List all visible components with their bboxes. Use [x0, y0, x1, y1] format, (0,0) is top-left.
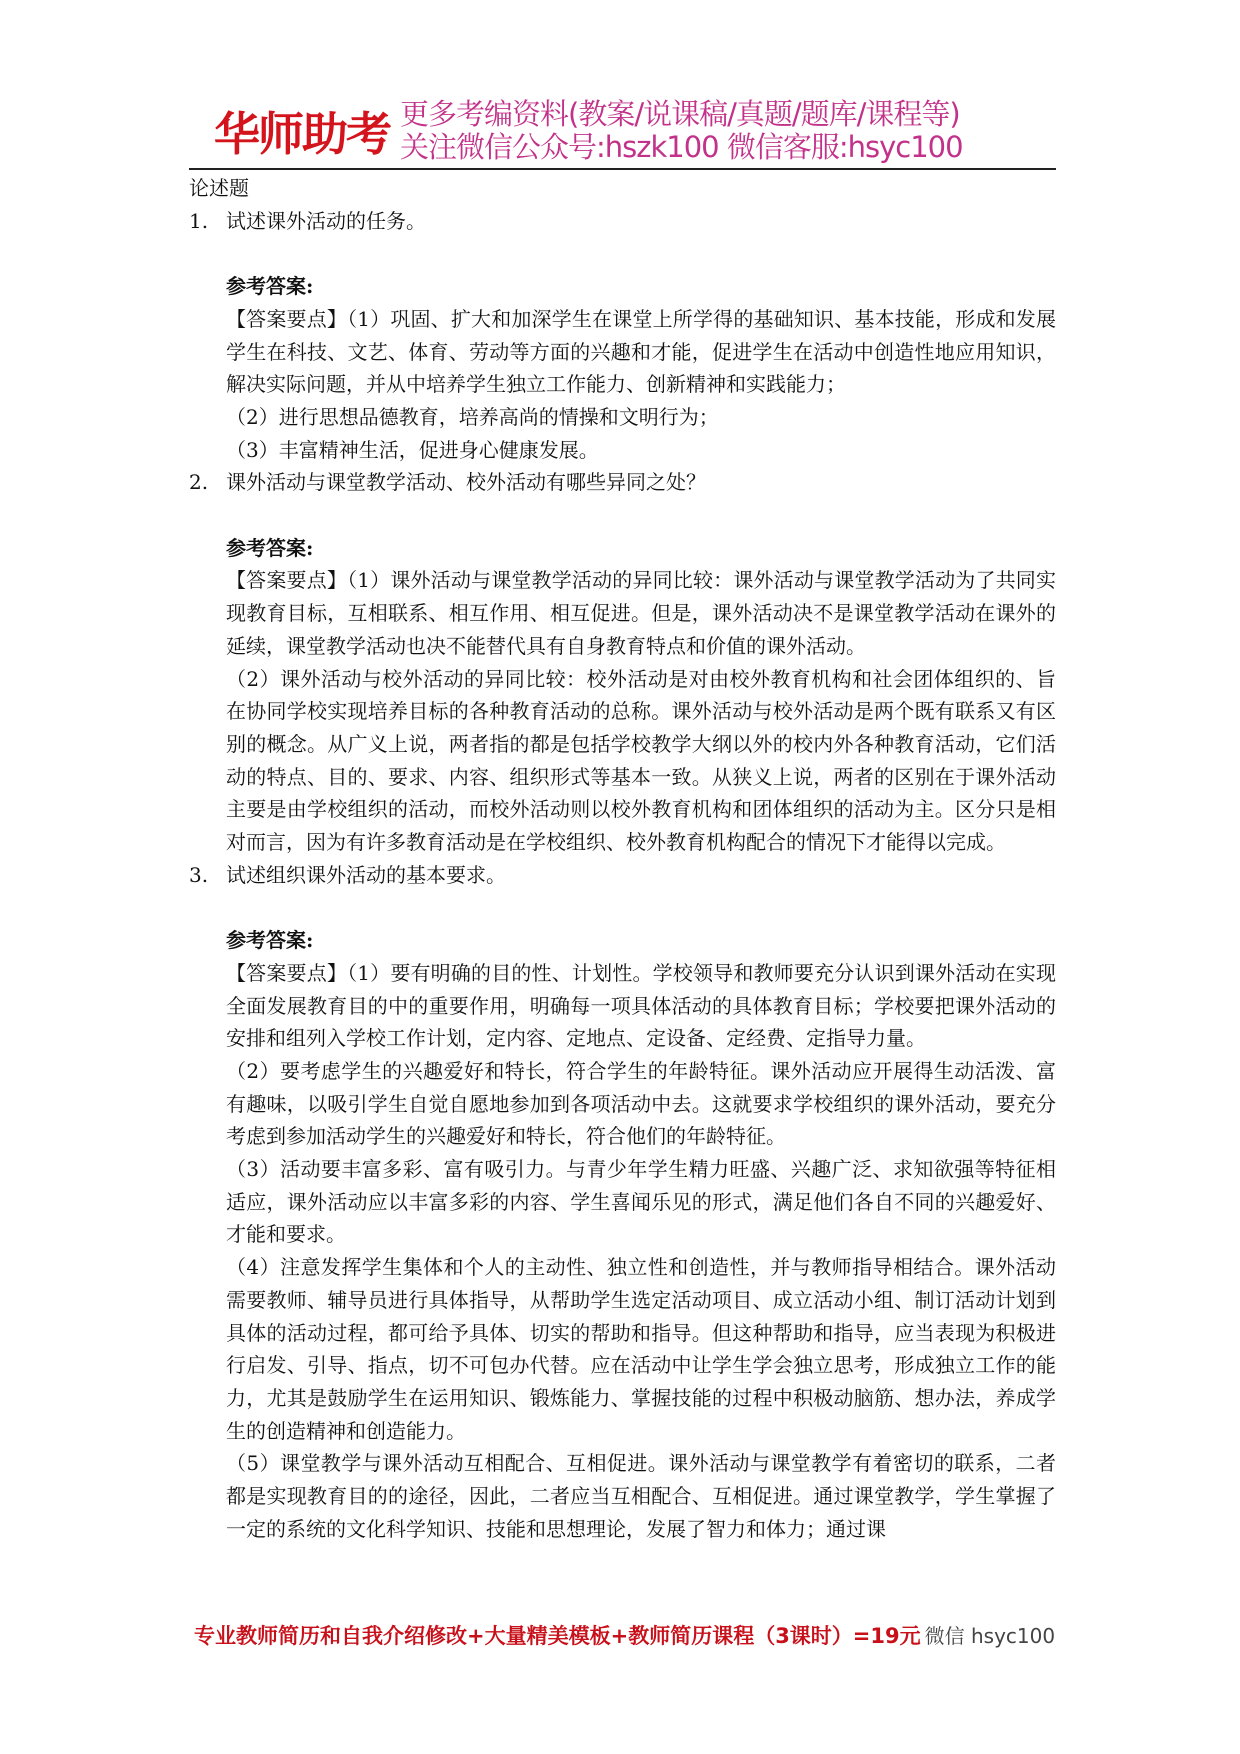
answer	[226, 532, 1056, 859]
slogan-line-1: 更多考编资料(教案/说课稿/真题/题库/课程等)	[400, 97, 960, 131]
footer-promo: 专业教师简历和自我介绍修改+大量精美模板+教师简历课程（3课时）=19元	[194, 1624, 921, 1648]
question-block	[189, 859, 1056, 1546]
document-body	[189, 172, 1056, 1545]
header-divider	[189, 168, 1056, 170]
answer-paragraph: （2）进行思想品德教育，培养高尚的情操和文明行为；	[226, 404, 719, 429]
answer-paragraph: （4）注意发挥学生集体和个人的主动性、独立性和创造性，并与教师指导相结合。课外活动需要教师、辅导员进行具体指导，从帮助学生选定活动项目、成立活动小组、制订活动计划到具体的活动过程，都可给予具体、切实的帮助和指导。但这种帮助和指导，应当表现为积极进行启发、引导、指点，切不可包办代替。应在活动中让学生学会独立思考，形成独立工作的能力，尤其是鼓励学生在运用知识、锻炼能力、掌握技能的过程中积极动脑筋、想办法，养成学生的创造精神和创造能力。	[226, 1255, 1056, 1443]
answer-paragraph: （2）课外活动与校外活动的异同比较：校外活动是对由校外教育机构和社会团体组织的、旨在协同学校实现培养目标的各种教育活动的总称。课外活动与校外活动是两个既有联系又有区别的概念。从广义上说，两者指的都是包括学校教学大纲以外的校内外各种教育活动，它们活动的特点、目的、要求、内容、组织形式等基本一致。从狭义上说，两者的区别在于课外活动主要是由学校组织的活动，而校外活动则以校外教育机构和团体组织的活动为主。区分只是相对而言，因为有许多教育活动是在学校组织、校外教育机构配合的情况下才能得以完成。	[226, 666, 1056, 855]
footer-contact: 微信 hsyc100	[924, 1624, 1056, 1648]
footer-ad	[194, 1620, 1055, 1650]
slogan-line-2: 关注微信公众号:hszk100 微信客服:hsyc100	[400, 130, 963, 164]
question-text: 课外活动与课堂教学活动、校外活动有哪些异同之处？	[226, 470, 706, 495]
answer-paragraph: 【答案要点】（1）要有明确的目的性、计划性。学校领导和教师要充分认识到课外活动在实现全面发展教育目的中的重要作用，明确每一项具体活动的具体教育目标；学校要把课外活动的安排和组列入学校工作计划，定内容、定地点、定设备、定经费、定指导力量。	[226, 960, 1056, 1051]
answer-paragraph: （3）丰富精神生活，促进身心健康发展。	[226, 437, 599, 462]
answer-label: 参考答案:	[226, 928, 314, 953]
question-text: 试述组织课外活动的基本要求。	[226, 862, 506, 887]
answer-paragraph: 【答案要点】（1）课外活动与课堂教学活动的异同比较：课外活动与课堂教学活动为了共同实现教育目标，互相联系、相互作用、相互促进。但是，课外活动决不是课堂教学活动在课外的延续，课堂教学活动也决不能替代具有自身教育特点和价值的课外活动。	[226, 568, 1056, 658]
question-number: 2.	[189, 470, 209, 495]
answer	[226, 924, 1056, 1545]
answer-paragraph: （5）课堂教学与课外活动互相配合、互相促进。课外活动与课堂教学有着密切的联系，二者都是实现教育目的的途径，因此，二者应当互相配合、互相促进。通过课堂教学，学生掌握了一定的系统的文化科学知识、技能和思想理论，发展了智力和体力；通过课	[226, 1451, 1056, 1541]
header-slogan	[400, 98, 963, 164]
question-text: 试述课外活动的任务。	[226, 208, 426, 233]
header-banner	[214, 96, 1044, 166]
question	[189, 205, 1056, 238]
answer-paragraph: 【答案要点】（1）巩固、扩大和加深学生在课堂上所学得的基础知识、基本技能，形成和发展学生在科技、文艺、体育、劳动等方面的兴趣和才能，促进学生在活动中创造性地应用知识，解决实际问题，并从中培养学生独立工作能力、创新精神和实践能力；	[226, 306, 1056, 397]
question-block	[189, 466, 1056, 858]
answer-label: 参考答案:	[226, 274, 314, 299]
question-number: 3.	[189, 862, 209, 887]
question	[189, 466, 1056, 499]
question-number: 1.	[189, 208, 209, 233]
answer-label: 参考答案:	[226, 535, 314, 560]
answer-paragraph: （3）活动要丰富多彩、富有吸引力。与青少年学生精力旺盛、兴趣广泛、求知欲强等特征相适应，课外活动应以丰富多彩的内容、学生喜闻乐见的形式，满足他们各自不同的兴趣爱好、才能和要求。	[226, 1157, 1056, 1247]
answer	[226, 270, 1056, 466]
question-block	[189, 205, 1056, 467]
answer-paragraph: （2）要考虑学生的兴趣爱好和特长，符合学生的年龄特征。课外活动应开展得生动活泼、富有趣味，以吸引学生自觉自愿地参加到各项活动中去。这就要求学校组织的课外活动，要充分考虑到参加活动学生的兴趣爱好和特长，符合他们的年龄特征。	[226, 1058, 1056, 1149]
section-title: 论述题	[189, 176, 249, 200]
brand-logo: 华师助考	[214, 107, 390, 161]
question	[189, 859, 1056, 892]
